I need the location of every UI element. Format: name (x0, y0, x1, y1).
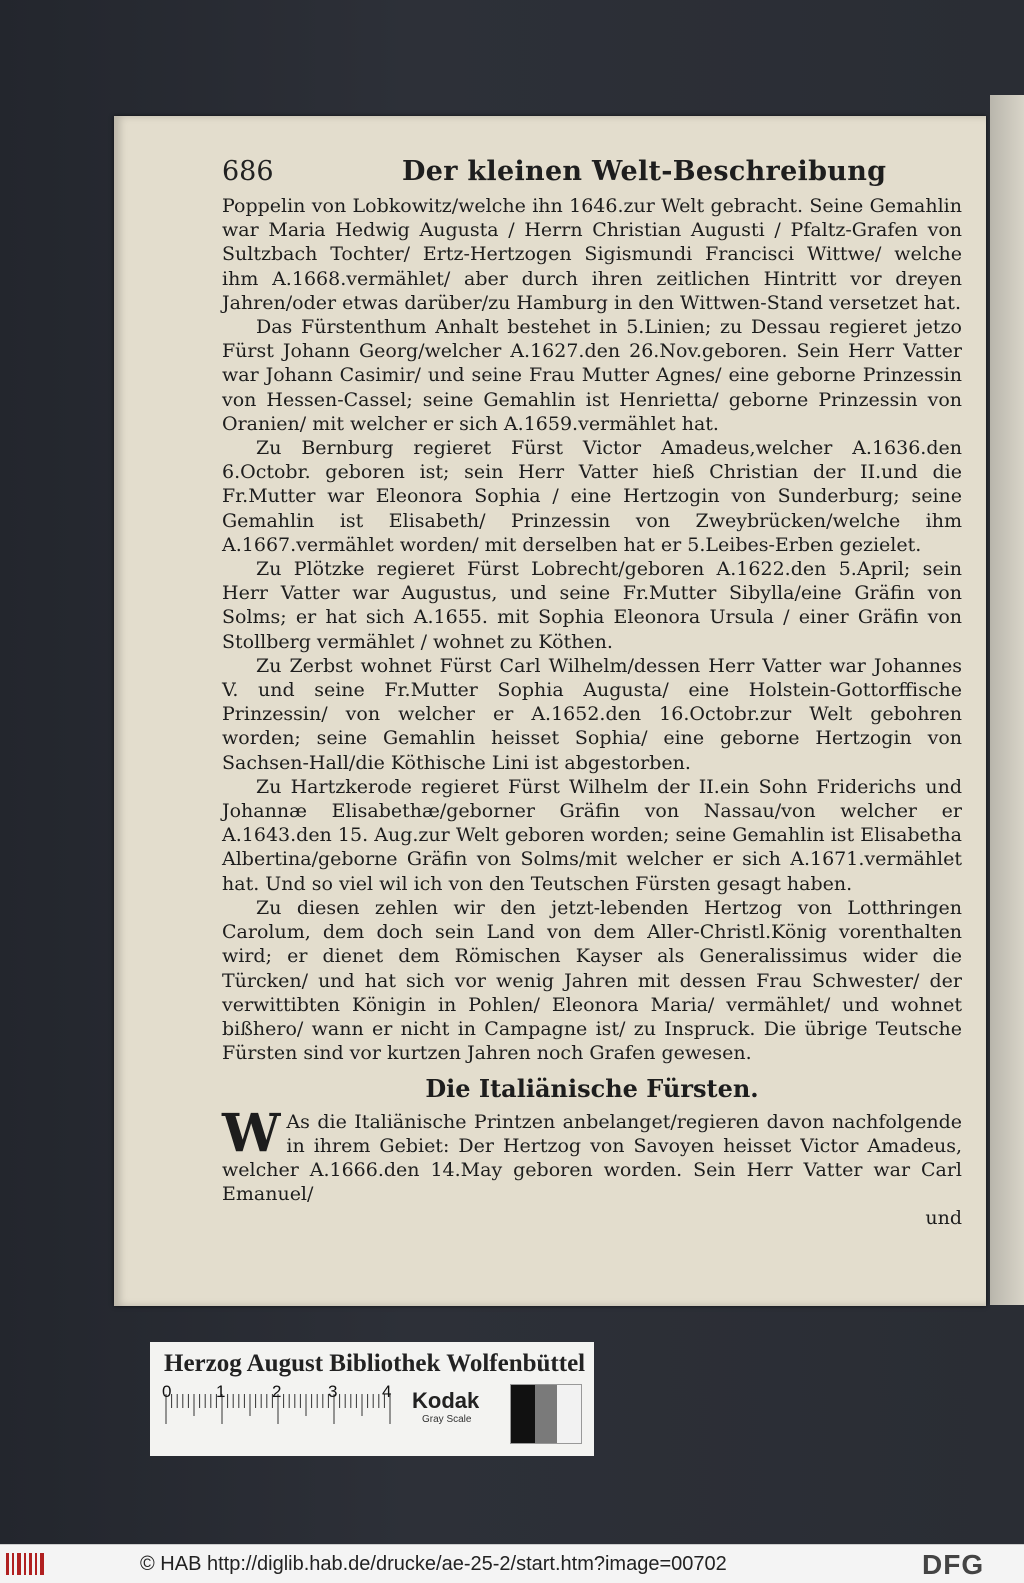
drop-cap: W (222, 1102, 281, 1164)
paragraph: Zu Zerbst wohnet Fürst Carl Wilhelm/dessen Herr Vatter war Johannes V. und seine Fr.Mutter Sophia Augusta/ eine Holstein-Gottorffische Prinzessin/ von welcher er A.1652.den 16.Octobr.zur Welt gebohren worden; seine Gemahlin heisset Sophia/ eine geborne Hertzogin von Sachsen-Hall/die Köthische Lini ist abgestorben. (222, 654, 962, 774)
barcode-logo-icon (4, 1551, 48, 1577)
body-text (222, 194, 962, 1231)
section-paragraph-text: As die Italiänische Printzen anbelanget/regieren davon nachfolgende in ihrem Gebiet: Der Hertzog von Savoyen heisset Victor Amadeus, welcher A.1666.den 14.May geboren worden. Sein Herr Vatter war Carl Emanuel/ (222, 1110, 962, 1206)
ruler-number: 1 (216, 1382, 226, 1401)
library-name: Herzog August Bibliothek Wolfenbüttel (164, 1350, 586, 1377)
ruler-number: 0 (162, 1382, 172, 1401)
swatch-white (557, 1385, 581, 1443)
page-content (222, 156, 962, 1231)
swatch-black (511, 1385, 535, 1443)
ruler-number: 4 (382, 1382, 392, 1401)
kodak-logo: Kodak (412, 1388, 480, 1413)
paragraph: Poppelin von Lobkowitz/welche ihn 1646.zur Welt gebracht. Seine Gemahlin war Maria Hedwig Augusta / Herrn Christian Augusti / Pfaltz-Grafen von Sultzbach Tochter/ Ertz-Hertzogen Sigismundi Francisci Wittwe/ welche ihm A.1668.vermählet/ aber durch ihren zeitlichen Hintritt vor dreyen Jahren/oder etwas darüber/zu Hamburg in den Wittwen-Stand versetzet hat. (222, 195, 962, 314)
ruler-number: 2 (272, 1382, 282, 1401)
dfg-logo: DFG (922, 1549, 985, 1580)
paragraph: Das Fürstenthum Anhalt bestehet in 5.Linien; zu Dessau regieret jetzo Fürst Johann Georg/welcher A.1627.den 26.Nov.geboren. Sein Herr Vatter war Johann Casimir/ und seine Frau Mutter Agnes/ eine geborne Prinzessin von Hessen-Cassel; seine Gemahlin ist Henrietta/ geborne Prinzessin von Oranien/ mit welcher er sich A.1659.vermählet hat. (222, 316, 962, 435)
running-title: Der kleinen Welt-Beschreibung (402, 156, 887, 187)
paragraph: Zu diesen zehlen wir den jetzt-lebenden Hertzog von Lotthringen Carolum, dem doch sein Land von dem Aller-Christl.König vorenthalten wird; er dienet dem Römischen Kayser als Generalissimus wider die Türcken/ und hat sich vor wenig Jahren mit dessen Frau Schwester/ der verwittibten Königin in Pohlen/ Eleonora Maria/ vermählet/ und wohnet bißhero/ wann er nicht in Campagne ist/ zu Inspruck. Die übrige Teutsche Fürsten sind vor kurtzen Jahren noch Grafen gewesen. (222, 896, 962, 1065)
adjacent-page-edge (990, 95, 1024, 1305)
copyright-url[interactable]: © HAB http://diglib.hab.de/drucke/ae-25-2/start.htm?image=00702 (140, 1553, 727, 1575)
gray-scale-caption: Gray Scale (422, 1414, 472, 1425)
book-page (114, 116, 986, 1306)
catchword: und (925, 1207, 962, 1230)
library-color-scale-label (150, 1342, 594, 1456)
page-number: 686 (222, 156, 274, 187)
paragraph: Zu Hartzkerode regieret Fürst Wilhelm der II.ein Sohn Friderichs und Johannæ Elisabethæ/geborner Gräfin von Nassau/von welcher er A.1643.den 15. Aug.zur Welt geboren worden; seine Gemahlin ist Elisabetha Albertina/geborne Gräfin von Solms/mit welcher er sich A.1671.vermählet hat. Und so viel wil ich von den Teutschen Fürsten gesagt haben. (222, 775, 962, 895)
paragraph: Zu Plötzke regieret Fürst Lobrecht/geboren A.1622.den 5.April; sein Herr Vatter war Augustus, und seine Fr.Mutter Sibylla/eine Gräfin von Solms; er hat sich A.1655. mit Sophia Eleonora Ursula / einer Gräfin von Stollberg vermählet / wohnet zu Köthen. (222, 558, 962, 653)
gray-swatches (510, 1384, 582, 1444)
section-paragraph (222, 1102, 962, 1207)
footer-bar (0, 1544, 1024, 1583)
paragraph: Zu Bernburg regieret Fürst Victor Amadeus,welcher A.1636.den 6.Octobr. geboren ist; sein Herr Vatter hieß Christian der II.und die Fr.Mutter war Eleonora Sophia / eine Hertzogin von Sunderburg; seine Gemahlin ist Elisabeth/ Prinzessin von Zweybrücken/welche ihm A.1667.vermählet worden/ mit derselben hat er 5.Leibes-Erben gezielet. (222, 437, 962, 556)
ruler-number: 3 (328, 1382, 338, 1401)
swatch-gray (535, 1385, 557, 1443)
section-heading: Die Italiänische Fürsten. (425, 1074, 759, 1104)
page-header (222, 156, 962, 194)
